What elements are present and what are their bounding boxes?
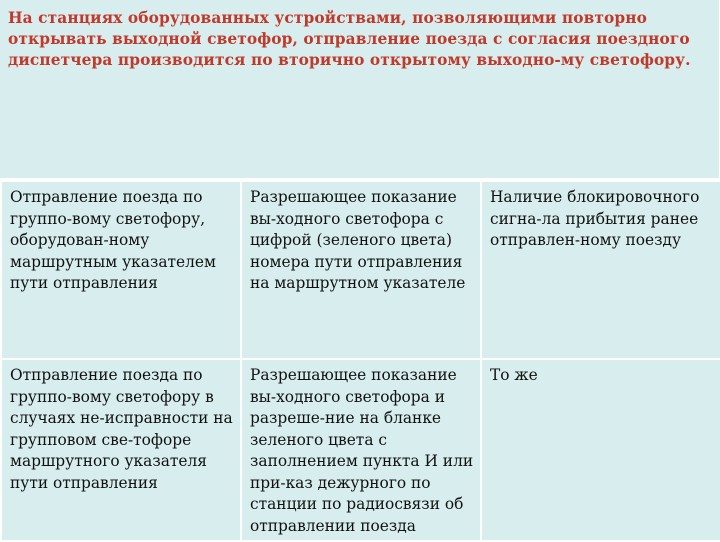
table-row (1, 359, 720, 541)
table-cell-requirement: То же (481, 359, 720, 541)
table-cell-condition: Отправление поезда по группо-вому светофору, оборудован-ному маршрутным указателем пути отправления (1, 181, 241, 359)
table-cell-permission: Разрешающее показание вы-ходного светофора и разреше-ние на бланке зеленого цвета с заполнением пункта И или при-каз дежурного по станции по радиосвязи об отправлении поезда (241, 359, 481, 541)
header-cell (0, 0, 720, 180)
header-text: На станциях оборудованных устройствами, позволяющими повторно открывать выходной светофор, отправление поезда с согласия поездного диспетчера производится по вторично открытому выходно-му светофору. (8, 9, 691, 69)
table-cell-permission: Разрешающее показание вы-ходного светофора с цифрой (зеленого цвета) номера пути отправления на маршрутном указателе (241, 181, 481, 359)
rules-table (0, 180, 720, 542)
table-cell-condition: Отправление поезда по группо-вому светофору в случаях не-исправности на групповом све-тофоре маршрутного указателя пути отправления (1, 359, 241, 541)
table-row (1, 181, 720, 359)
table-cell-requirement: Наличие блокировочного сигна-ла прибытия ранее отправлен-ному поезду (481, 181, 720, 359)
